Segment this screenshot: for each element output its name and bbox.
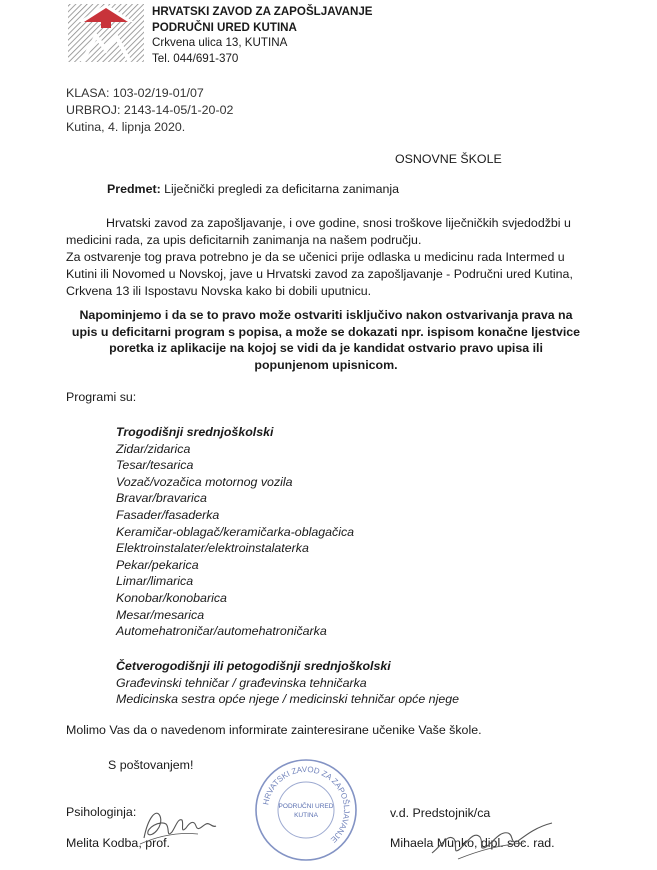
program-group-heading: Trogodišnji srednjoškolski	[116, 425, 274, 439]
programs-label: Programi su:	[66, 390, 137, 404]
stamp-ring-text: HRVATSKI ZAVOD ZA ZAPOŠLJAVANJE	[261, 764, 352, 845]
program-item: Pekar/pekarica	[116, 557, 199, 572]
program-item: Tesar/tesarica	[116, 458, 194, 473]
notice-line: Napominjemo i da se to pravo može ostvariti isključivo nakon ostvarivanja prava na	[79, 308, 573, 322]
urbroj: URBROJ: 2143-14-05/1-20-02	[66, 103, 234, 117]
org-name: HRVATSKI ZAVOD ZA ZAPOŠLJAVANJE	[152, 5, 373, 18]
program-item: Bravar/bravarica	[116, 491, 207, 506]
program-item: Automehatroničar/automehatroničarka	[116, 624, 327, 639]
notice-line: popunjenom upisnicom.	[254, 357, 398, 372]
subject-label: Predmet:	[107, 182, 161, 196]
official-stamp	[252, 756, 360, 864]
body-line: Hrvatski zavod za zapošljavanje, i ove godine, snosi troškove liječničkih svjedodžbi u	[106, 216, 571, 230]
hzz-logo	[68, 0, 144, 64]
program-item: Konobar/konobarica	[116, 590, 227, 605]
office-phone: Tel. 044/691-370	[152, 51, 239, 65]
three-year-programs	[116, 424, 354, 640]
body-line: medicini rada, za upis deficitarnih zanimanja na našem području.	[66, 233, 422, 247]
signature-left-title: Psihologinja:	[66, 805, 137, 819]
notice-line: upis u deficitarni program s popisa, a može se dokazati npr. ispisom konačne ljestvice	[71, 324, 581, 339]
letterhead	[152, 4, 373, 66]
klasa: KLASA: 103-02/19-01/07	[66, 86, 204, 100]
program-group-heading: Četverogodišnji ili petogodišnji srednjoškolski	[116, 659, 391, 673]
subject-line	[107, 182, 399, 196]
program-item: Zidar/zidarica	[116, 441, 191, 456]
closing-sentence: Molimo Vas da o navedenom informirate zainteresirane učenike Vaše škole.	[66, 723, 482, 737]
office-address: Crkvena ulica 13, KUTINA	[152, 36, 288, 49]
recipient: OSNOVNE ŠKOLE	[395, 152, 502, 166]
program-item: Limar/limarica	[116, 574, 194, 589]
program-item: Vozač/vozačica motornog vozila	[116, 474, 293, 489]
notice-paragraph	[66, 307, 586, 373]
regards: S poštovanjem!	[108, 758, 194, 772]
subject-text: Liječnički pregledi za deficitarna zanimanja	[160, 182, 400, 196]
handwritten-signature-right	[428, 815, 558, 863]
body-line: Kutini ili Novomed u Novskoj, jave u Hrvatski zavod za zapošljavanje - Područni ured Kutina,	[66, 267, 573, 281]
stamp-center-line: PODRUČNI URED	[278, 803, 334, 810]
program-item: Mesar/mesarica	[116, 607, 205, 622]
four-year-programs	[116, 658, 459, 708]
signature-right-name: Mihaela Munko, dipl. soc. rad.	[390, 836, 555, 850]
body-paragraph	[66, 215, 586, 300]
signature-right-title: v.d. Predstojnik/ca	[390, 806, 491, 820]
body-line: Crkvena 13 ili Ispostavu Novska kako bi dobili uputnicu.	[66, 284, 372, 298]
office-name: PODRUČNI URED KUTINA	[152, 20, 297, 34]
program-item: Medicinska sestra opće njege / medicinski tehničar opće njege	[116, 692, 459, 707]
program-item: Građevinski tehničar / građevinska tehničarka	[116, 675, 367, 690]
stamp-center-line: KUTINA	[294, 812, 318, 819]
body-line: Za ostvarenje tog prava potrebno je da se učenici prije odlaska u medicinu rada Intermed u	[66, 250, 565, 264]
place-date: Kutina, 4. lipnja 2020.	[66, 120, 186, 134]
handwritten-signature-left	[138, 798, 218, 848]
document-meta	[66, 85, 233, 136]
program-item: Elektroinstalater/elektroinstalaterka	[116, 541, 309, 556]
signature-left-name: Melita Kodba, prof.	[66, 836, 171, 850]
program-item: Fasader/fasaderka	[116, 507, 220, 522]
program-item: Keramičar-oblagač/keramičarka-oblagačica	[116, 524, 355, 539]
notice-line: poretka iz aplikacije na kojoj se vidi da je kandidat ostvario pravo upisa ili	[109, 341, 543, 355]
